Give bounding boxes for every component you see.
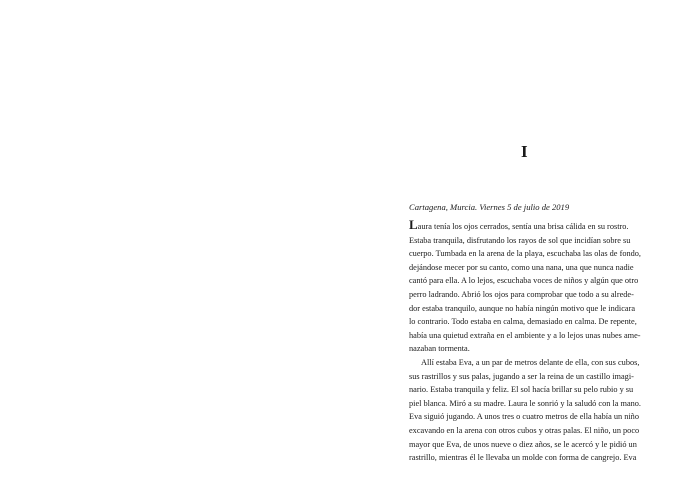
chapter-body-text — [409, 217, 642, 465]
paragraph-2-line: excavando en la arena con otros cubos y otras palas. El niño, un poco — [409, 425, 640, 435]
paragraph-1-line: había una quietud extraña en el ambiente y a lo lejos unas nubes ame- — [409, 330, 641, 340]
paragraph-2-line: Allí estaba Eva, a un par de metros delante de ella, con sus cubos, — [421, 357, 640, 367]
paragraph-1-line: cuerpo. Tumbada en la arena de la playa, escuchaba las olas de fondo, — [409, 249, 641, 259]
paragraph-1-line: lo contrario. Todo estaba en calma, demasiado en calma. De repente, — [409, 317, 637, 327]
paragraph-2-line: mayor que Eva, de unos nueve o diez años, se le acercó y le pidió un — [409, 439, 637, 449]
paragraph-2-line: Eva siguió jugando. A unos tres o cuatro metros de ella había un niño — [409, 412, 639, 422]
chapter-dateline: Cartagena, Murcia. Viernes 5 de julio de 2019 — [409, 202, 570, 212]
paragraph-1-line — [409, 217, 629, 234]
paragraph-2-line: nario. Estaba tranquila y feliz. El sol hacía brillar su pelo rubio y su — [409, 385, 634, 395]
paragraph-2-line: sus rastrillos y sus palas, jugando a ser la reina de un castillo imagi- — [409, 371, 634, 381]
paragraph-1-line: dor estaba tranquilo, aunque no había ningún motivo que le indicara — [409, 303, 636, 313]
chapter-number: I — [521, 142, 528, 161]
paragraph-1-line-text: aura tenía los ojos cerrados, sentía una brisa cálida en su rostro. — [417, 222, 629, 231]
paragraph-1-line: nazaban tormenta. — [409, 344, 470, 354]
paragraph-1-line: dejándose mecer por su canto, como una nana, una que nunca nadie — [409, 262, 634, 272]
drop-cap: L — [409, 217, 418, 232]
paragraph-2-line: rastrillo, mientras él le llevaba un molde con forma de cangrejo. Eva — [409, 453, 637, 463]
paragraph-1-line: cantó para ella. A lo lejos, escuchaba voces de niños y algún que otro — [409, 276, 639, 286]
paragraph-1-line: perro ladrando. Abrió los ojos para comprobar que todo a su alrede- — [409, 289, 634, 299]
paragraph-2-line: piel blanca. Miró a su madre. Laura le sonrió y la saludó con la mano. — [409, 398, 642, 408]
paragraph-1-line: Estaba tranquila, disfrutando los rayos de sol que incidían sobre su — [409, 235, 631, 245]
